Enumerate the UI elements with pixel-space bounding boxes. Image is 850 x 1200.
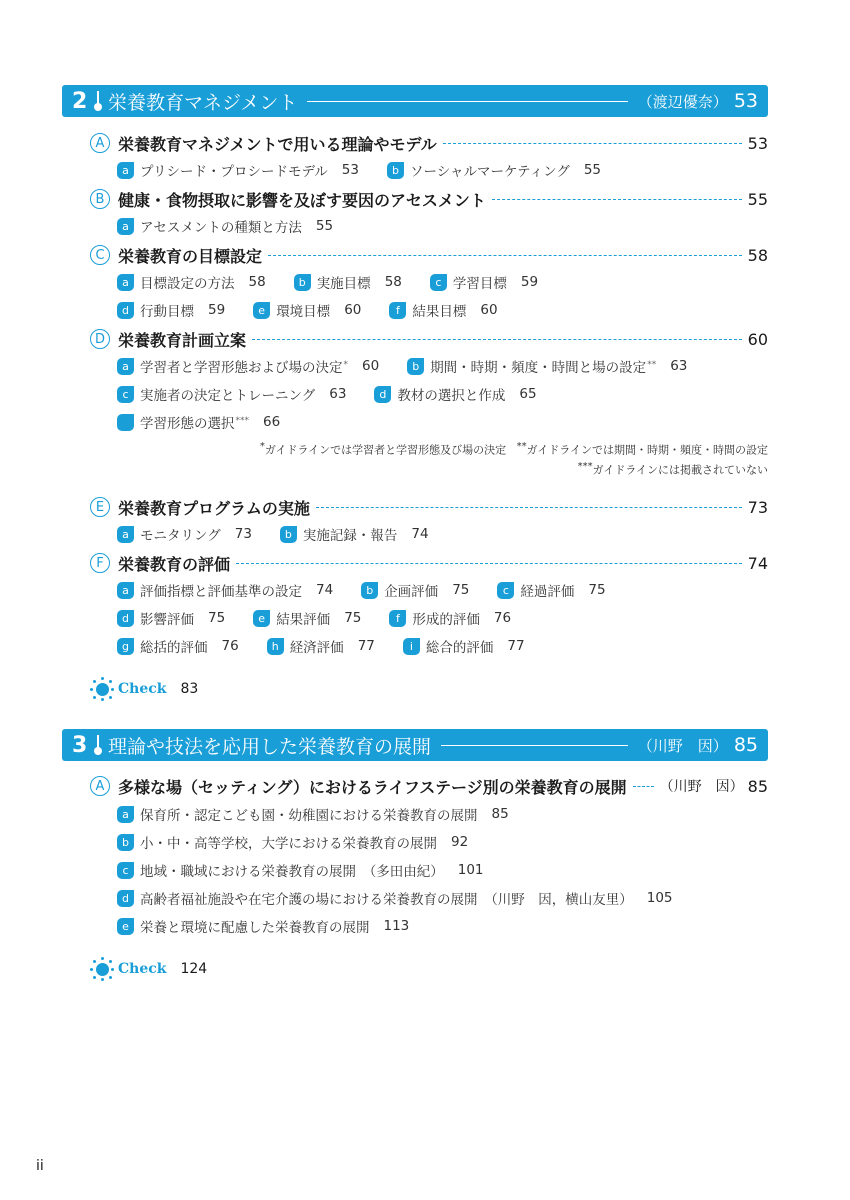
footnote-mark: *** — [235, 415, 249, 426]
section-author: （川野 因） — [659, 779, 744, 795]
item-title: アセスメントの種類と方法 — [140, 220, 302, 236]
leader-dots — [252, 339, 742, 340]
item-badge-icon: c — [117, 862, 134, 879]
item-row — [117, 523, 457, 545]
section-page: 58 — [747, 245, 768, 265]
item-badge-icon: a — [117, 806, 134, 823]
toc-item[interactable] — [117, 608, 225, 628]
item-page: 76 — [221, 638, 239, 654]
item-row — [117, 355, 715, 377]
section-page: 85 — [747, 776, 768, 796]
chapter-number: 2 — [72, 88, 88, 114]
item-row — [117, 915, 437, 937]
toc-item[interactable] — [117, 580, 333, 600]
section-letter-icon: B — [90, 189, 110, 209]
item-title: 教材の選択と作成 — [397, 388, 506, 404]
section-3a[interactable] — [90, 774, 768, 798]
item-badge-icon: a — [117, 582, 134, 599]
check-page: 83 — [180, 681, 199, 697]
item-page: 75 — [344, 610, 362, 626]
item-badge-icon: a — [117, 162, 134, 179]
item-badge-icon: d — [117, 610, 134, 627]
item-row — [117, 159, 629, 181]
item-badge-icon: a — [117, 526, 134, 543]
toc-item[interactable] — [117, 356, 379, 376]
leader-line — [441, 745, 628, 746]
item-title: モニタリング — [140, 528, 221, 544]
item-page: 58 — [248, 274, 266, 290]
footnote-text: ガイドラインでは期間・時期・頻度・時間の設定 — [526, 443, 768, 457]
toc-item[interactable] — [403, 636, 525, 656]
toc-item[interactable] — [253, 300, 361, 320]
footnote-text: ガイドラインでは学習者と学習形態及び場の決定 — [264, 443, 507, 457]
section-letter-icon: C — [90, 245, 110, 265]
item-page: 59 — [520, 274, 539, 290]
item-title-text: 学習形態の選択 — [140, 416, 235, 432]
section-page: 60 — [747, 329, 768, 349]
item-badge-icon: b — [117, 834, 134, 851]
toc-item[interactable] — [267, 636, 375, 656]
leader-dots — [633, 786, 654, 787]
item-title: 総合的評価 — [425, 640, 494, 656]
check-page: 124 — [180, 961, 208, 977]
toc-item[interactable] — [389, 608, 511, 628]
section-letter-icon: A — [90, 133, 110, 153]
item-page: 60 — [362, 358, 380, 374]
item-page: 74 — [411, 526, 429, 542]
section-2b[interactable] — [90, 187, 768, 211]
item-title: 企画評価 — [384, 584, 439, 600]
section-2f[interactable] — [90, 551, 768, 575]
section-title: 栄養教育計画立案 — [118, 330, 247, 350]
chapter-page: 53 — [733, 90, 758, 112]
item-page: 59 — [208, 302, 226, 318]
item-page: 77 — [357, 638, 375, 654]
item-badge-icon: a — [117, 358, 134, 375]
section-title: 栄養教育の目標設定 — [118, 246, 263, 266]
item-page: 63 — [329, 386, 347, 402]
item-page: 66 — [263, 414, 281, 430]
toc-item[interactable] — [497, 580, 605, 600]
item-row — [117, 803, 537, 825]
item-title-text: 期間・時期・頻度・時間と場の設定 — [430, 360, 647, 376]
item-row — [117, 299, 526, 321]
footnote-mark: * — [259, 441, 265, 452]
toc-item[interactable] — [407, 356, 687, 376]
item-badge-icon: c — [497, 582, 514, 599]
footnote-text: ガイドラインには掲載されていない — [592, 463, 768, 477]
item-page: 63 — [670, 358, 688, 374]
section-2d[interactable] — [90, 327, 768, 351]
item-title: 高齢者福祉施設や在宅介護の場における栄養教育の展開 （川野 因，横山友里） — [140, 892, 633, 908]
item-page: 58 — [384, 274, 402, 290]
section-title: 栄養教育プログラムの実施 — [118, 498, 310, 518]
chapter-2-header — [62, 85, 768, 117]
footnote-mark: * — [343, 359, 348, 370]
chapter-title[interactable]: 理論や技法を応用した栄養教育の展開 — [108, 735, 432, 758]
item-row — [117, 579, 634, 601]
item-page: 65 — [519, 386, 537, 402]
item-title: 実施目標 — [316, 276, 371, 292]
chapter-page: 85 — [733, 734, 758, 756]
chapter-author: （川野 因） — [637, 736, 728, 755]
item-badge-icon: i — [403, 638, 420, 655]
toc-item[interactable] — [117, 160, 359, 180]
leader-dots — [316, 507, 742, 508]
chapter-number: 3 — [72, 732, 88, 758]
toc-item[interactable] — [117, 832, 468, 852]
item-title: 小・中・高等学校，大学における栄養教育の展開 — [140, 836, 437, 852]
item-badge-icon: f — [389, 302, 406, 319]
item-page: 85 — [491, 806, 509, 822]
section-page: 53 — [747, 133, 768, 153]
toc-item[interactable] — [117, 300, 225, 320]
chapter-title[interactable]: 栄養教育マネジメント — [108, 91, 298, 114]
item-page: 75 — [452, 582, 470, 598]
leader-dots — [492, 199, 742, 200]
item-title: 影響評価 — [140, 612, 194, 628]
item-row — [117, 859, 512, 881]
toc-item[interactable] — [117, 524, 252, 544]
item-title — [140, 356, 348, 376]
item-badge-icon: b — [361, 582, 378, 599]
footnote-line-2 — [578, 461, 768, 478]
check-sun-icon — [90, 677, 114, 701]
toc-item[interactable] — [117, 636, 239, 656]
toc-item[interactable] — [253, 608, 361, 628]
section-page: 73 — [747, 497, 768, 517]
toc-item[interactable] — [389, 300, 497, 320]
footnote-mark: ** — [647, 359, 657, 370]
item-title: 評価指標と評価基準の設定 — [140, 584, 302, 600]
item-page: 75 — [588, 582, 606, 598]
item-badge-icon: e — [253, 302, 270, 319]
toc-item[interactable] — [280, 524, 429, 544]
section-2a[interactable] — [90, 131, 768, 155]
leader-dots — [268, 255, 742, 256]
item-page: 60 — [480, 302, 498, 318]
toc-item[interactable] — [430, 272, 538, 292]
item-badge-icon: b — [407, 358, 424, 375]
item-title: プリシード・プロシードモデル — [140, 164, 328, 180]
toc-item[interactable] — [117, 916, 409, 936]
item-row — [117, 635, 553, 657]
item-title-text: 学習者と学習形態および場の決定 — [140, 360, 343, 376]
section-letter-icon: D — [90, 329, 110, 349]
section-letter-icon: A — [90, 776, 110, 796]
item-badge-icon: b — [294, 274, 311, 291]
item-title: 経過評価 — [520, 584, 575, 600]
check-sun-icon — [90, 957, 114, 981]
item-page: 105 — [646, 890, 673, 906]
footnote-mark: ** — [516, 441, 527, 452]
check-link[interactable] — [90, 677, 198, 701]
section-title: 栄養教育マネジメントで用いる理論やモデル — [118, 134, 437, 154]
item-page: 74 — [316, 582, 334, 598]
chapter-marker-icon — [94, 734, 102, 756]
item-page: 73 — [234, 526, 252, 542]
item-title: 保育所・認定こども園・幼稚園における栄養教育の展開 — [140, 808, 478, 824]
toc-item[interactable] — [117, 412, 280, 432]
item-row — [117, 607, 539, 629]
item-row — [117, 887, 701, 909]
item-page: 53 — [341, 162, 359, 178]
section-page: 74 — [747, 553, 768, 573]
item-title: 学習目標 — [452, 276, 507, 292]
check-label: Check — [118, 681, 167, 697]
toc-item[interactable] — [117, 860, 484, 880]
toc-item[interactable] — [387, 160, 601, 180]
item-title: 地域・職域における栄養教育の展開 （多田由紀） — [140, 864, 444, 880]
item-page: 55 — [583, 162, 602, 178]
toc-item[interactable] — [117, 216, 333, 236]
item-title: 行動目標 — [140, 304, 194, 320]
item-title: 実施記録・報告 — [302, 528, 398, 544]
item-badge-icon: b — [280, 526, 297, 543]
section-letter-icon: F — [90, 553, 110, 573]
item-badge-icon: d — [374, 386, 391, 403]
item-badge-icon: e — [253, 610, 270, 627]
item-badge-icon — [117, 414, 134, 431]
item-row — [117, 215, 361, 237]
item-badge-icon: f — [389, 610, 406, 627]
item-badge-icon: d — [117, 890, 134, 907]
item-page: 75 — [208, 610, 226, 626]
toc-item[interactable] — [117, 804, 509, 824]
section-2e[interactable] — [90, 495, 768, 519]
toc-item[interactable] — [294, 272, 402, 292]
item-title: 形成的評価 — [412, 612, 480, 628]
section-title: 健康・食物摂取に影響を及ぼす要因のアセスメント — [118, 190, 486, 210]
item-badge-icon: e — [117, 918, 134, 935]
item-page: 101 — [457, 862, 484, 878]
toc-item[interactable] — [117, 384, 346, 404]
item-row — [117, 411, 308, 433]
footnote-line-1 — [260, 441, 768, 458]
check-label: Check — [118, 961, 167, 977]
item-title — [140, 412, 249, 432]
chapter-3-header — [62, 729, 768, 761]
item-title: 実施者の決定とトレーニング — [140, 388, 316, 404]
item-badge-icon: g — [117, 638, 134, 655]
item-page: 76 — [493, 610, 512, 626]
item-title — [430, 356, 656, 376]
item-badge-icon: c — [430, 274, 447, 291]
page-number: ii — [36, 1158, 44, 1174]
item-badge-icon: a — [117, 218, 134, 235]
section-page: 55 — [747, 189, 768, 209]
section-title: 多様な場（セッティング）におけるライフステージ別の栄養教育の展開 — [118, 777, 627, 797]
item-title: ソーシャルマーケティング — [409, 164, 570, 180]
chapter-marker-icon — [94, 90, 102, 112]
section-letter-icon: E — [90, 497, 110, 517]
toc-item[interactable] — [117, 272, 266, 292]
item-title: 結果目標 — [412, 304, 467, 320]
item-page: 77 — [507, 638, 525, 654]
item-title: 目標設定の方法 — [140, 276, 235, 292]
check-link[interactable] — [90, 957, 207, 981]
item-badge-icon: h — [267, 638, 284, 655]
item-page: 55 — [315, 218, 334, 234]
section-2c[interactable] — [90, 243, 768, 267]
item-title: 経済評価 — [289, 640, 344, 656]
toc-item[interactable] — [374, 384, 536, 404]
leader-dots — [443, 143, 742, 144]
item-badge-icon: b — [387, 162, 404, 179]
item-page: 92 — [451, 834, 469, 850]
item-badge-icon: c — [117, 386, 134, 403]
item-badge-icon: a — [117, 274, 134, 291]
item-row — [117, 831, 496, 853]
item-row — [117, 383, 565, 405]
item-title: 環境目標 — [276, 304, 331, 320]
item-page: 60 — [344, 302, 362, 318]
toc-item[interactable] — [117, 888, 673, 908]
footnote-mark: *** — [577, 461, 593, 472]
leader-dots — [236, 563, 742, 564]
toc-item[interactable] — [361, 580, 469, 600]
item-title: 栄養と環境に配慮した栄養教育の展開 — [140, 920, 370, 936]
item-page: 113 — [383, 918, 410, 934]
item-title: 総括的評価 — [140, 640, 208, 656]
item-title: 結果評価 — [276, 612, 331, 628]
leader-line — [307, 101, 627, 102]
item-badge-icon: d — [117, 302, 134, 319]
chapter-author: （渡辺優奈） — [637, 92, 728, 111]
item-row — [117, 271, 566, 293]
section-title: 栄養教育の評価 — [118, 554, 231, 574]
